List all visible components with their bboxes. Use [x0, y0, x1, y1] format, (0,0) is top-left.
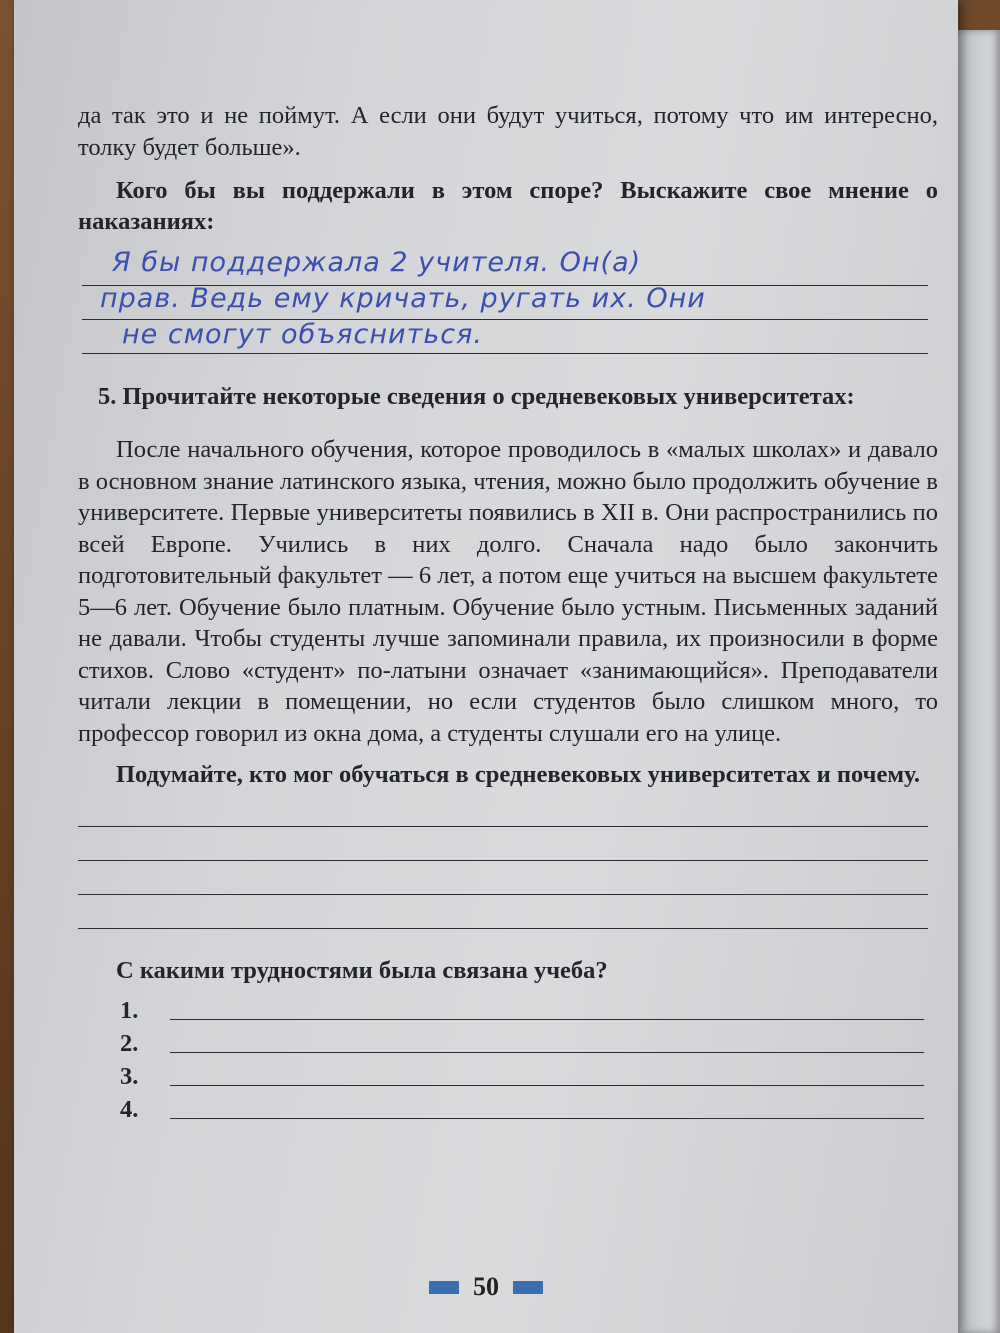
top-text: да так это и не поймут. А если они будут учиться, потому что им интересно, толку будет больше». [78, 102, 938, 161]
decorative-bar-left [429, 1281, 459, 1294]
blank-line [78, 894, 928, 895]
blank-line [170, 1084, 924, 1086]
page-content [78, 100, 938, 1124]
handwritten-answer[interactable] [82, 245, 928, 355]
page-number: 50 [473, 1272, 499, 1301]
list-item[interactable] [78, 992, 938, 1025]
workbook-page [14, 0, 958, 1333]
difficulties-list [78, 992, 938, 1124]
blank-line [170, 1051, 924, 1053]
question-punishment: Кого бы вы поддержали в этом споре? Выскажите свое мнение о наказаниях: [78, 177, 938, 235]
handwriting-line-2: прав. Ведь ему кричать, ругать их. Они [100, 283, 706, 314]
list-item[interactable] [78, 1025, 938, 1058]
task-5-heading: 5. Прочитайте некоторые сведения о средневековых университетах: [98, 383, 855, 410]
handwriting-line-1: Я бы поддержала 2 учителя. Он(а) [112, 247, 642, 278]
item-number: 3. [120, 1063, 139, 1090]
list-item[interactable] [78, 1058, 938, 1091]
item-number: 4. [120, 1096, 139, 1123]
question-who-studied: Подумайте, кто мог обучаться в средневековых университетах и почему. [116, 761, 920, 788]
answer-line-3 [82, 353, 928, 354]
handwriting-text [100, 245, 932, 353]
handwriting-line-3: не смогут объясниться. [122, 319, 483, 350]
page-footer [14, 1272, 958, 1302]
list-item[interactable] [78, 1091, 938, 1124]
blank-line [78, 928, 928, 929]
decorative-bar-right [513, 1281, 543, 1294]
blank-line [170, 1117, 924, 1119]
answer-lines-who-studied[interactable] [78, 816, 928, 931]
question-difficulties: С какими трудностями была связана учеба? [116, 957, 608, 984]
blank-line [78, 860, 928, 861]
blank-line [170, 1018, 924, 1020]
university-passage: После начального обучения, которое проводилось в «малых школах» и давало в основном знание латинского языка, чтения, можно было продолжить обучение в университете. Первые университеты появились в XII в. Они распространились по всей Европе. Учились в них долго. Сначала надо было закончить подготовительный факультет — 6 лет, а потом еще учиться на высшем факультете 5—6 лет. Обучение было платным. Обучение было устным. Письменных заданий не давали. Чтобы студенты лучше запоминали правила, их произносили в форме стихов. Слово «студент» по-латыни означает «занимающийся». Преподаватели читали лекции в помещении, но если студентов было слишком много, то профессор говорил из окна дома, а студенты слушали его на улице. [78, 436, 938, 747]
item-number: 2. [120, 1030, 139, 1057]
blank-line [78, 826, 928, 827]
item-number: 1. [120, 997, 139, 1024]
